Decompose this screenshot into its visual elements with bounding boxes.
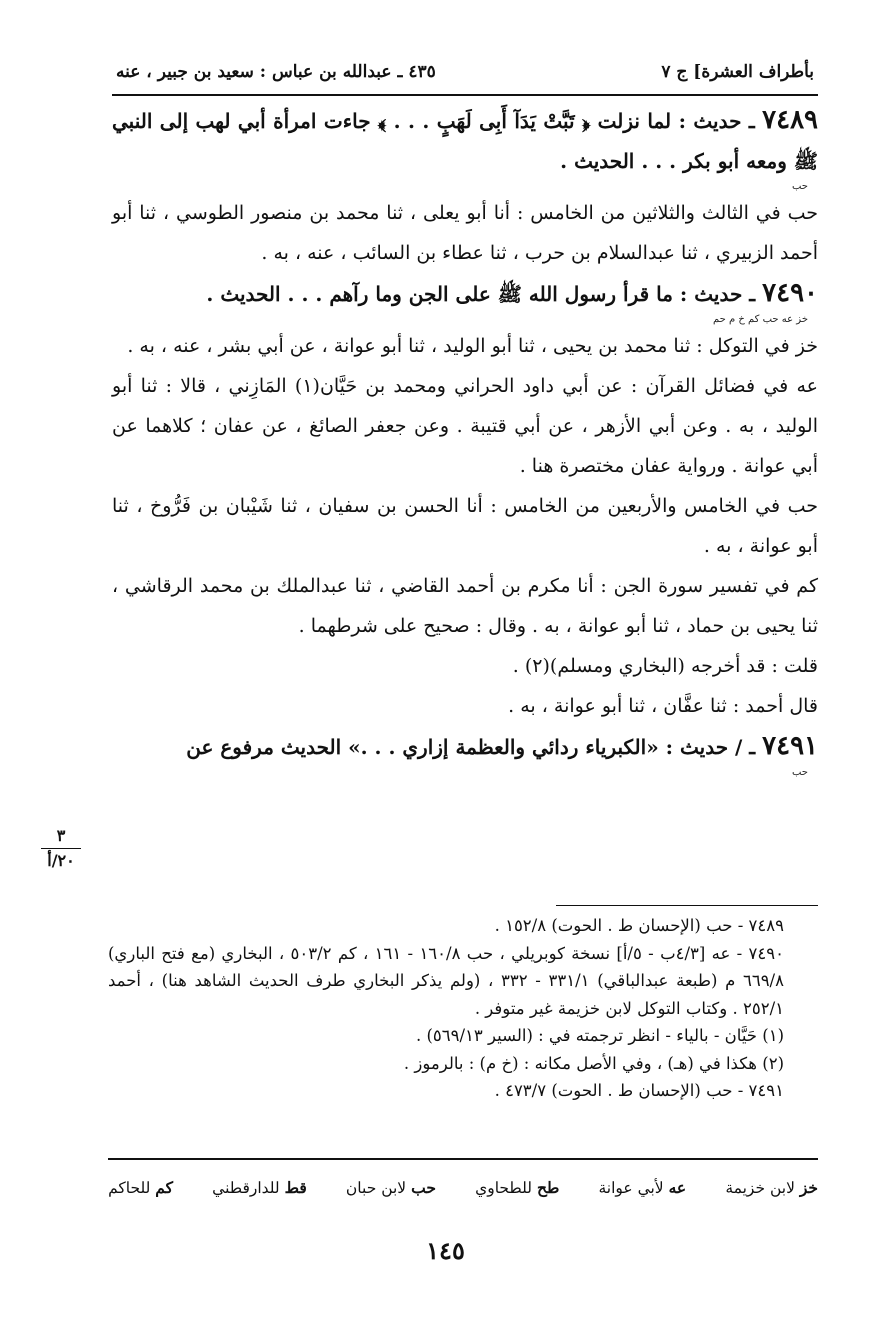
- paragraph: حب في الثالث والثلاثين من الخامس : أنا أبو يعلى ، ثنا محمد بن منصور الطوسي ، ثنا أبو أحمد الزبيري ، ثنا عبدالسلام بن حرب ، ثنا عطاء بن السائب ، عنه ، به .: [112, 202, 818, 264]
- entry-number: ٧٤٨٩: [762, 105, 818, 135]
- margin-note: [36, 826, 86, 871]
- footnote: ٧٤٩١ - حب (الإحسان ط . الحوت) ٤٧٣/٧ .: [494, 1081, 784, 1100]
- margin-divider: [41, 848, 81, 849]
- siglum-item: كم للحاكم: [108, 1178, 173, 1197]
- siglum-item: قط للدارقطني: [212, 1178, 307, 1197]
- footnote: ٧٤٨٩ - حب (الإحسان ط . الحوت) ١٥٢/٨ .: [494, 916, 784, 935]
- footnote: (١) حَيَّان - بالياء - انظر ترجمته في : (السير ٥٦٩/١٣) .: [415, 1026, 784, 1045]
- footnote: ٧٤٩٠ - عه [٤/٣ب - ٥/أ] نسخة كوبريلي ، حب ١٦٠/٨ - ١٦١ ، كم ٥٠٣/٢ ، البخاري (مع فتح الباري) ٦٦٩/٨ م (طبعة عبدالباقي) ٣٣١/١ - ٣٣٢ ، (ولم يذكر البخاري طرف الحديث الشاهد هنا) ، أحمد ٢٥٢/١ . وكتاب التوكل لابن خزيمة غير متوفر .: [108, 943, 784, 1018]
- entry-7491: [112, 726, 818, 767]
- siglum-item: خز لابن خزيمة: [725, 1178, 818, 1197]
- entry-text: ـ / حديث : «الكبرياء ردائي والعظمة إزاري . . .» الحديث مرفوع عن: [186, 735, 756, 759]
- footnote: (٢) هكذا في (هـ) ، وفي الأصل مكانه : (خ م) : بالرموز .: [403, 1053, 784, 1073]
- entry-text: ـ حديث : لما نزلت ﴿ تَبَّتْ يَدَآ أَبِى لَهَبٍ . . . ﴾ جاءت امرأة أبي لهب إلى النبي ﷺ ومعه أبو بكر . . . الحديث .: [112, 109, 818, 173]
- sigla-separator: [108, 1158, 818, 1160]
- paragraph: خز في التوكل : ثنا محمد بن يحيى ، ثنا أبو الوليد ، ثنا أبو عوانة ، عن أبي بشر ، عنه ، به .: [127, 335, 818, 357]
- header-left: ٤٣٥ ـ عبدالله بن عباس : سعيد بن جبير ، عنه: [116, 62, 436, 82]
- footnote-separator: [556, 905, 818, 906]
- siglum-item: طح للطحاوي: [475, 1178, 560, 1197]
- paragraph: قال أحمد : ثنا عفَّان ، ثنا أبو عوانة ، به .: [508, 695, 818, 717]
- entry-marks: حب: [791, 767, 808, 778]
- margin-note-bottom: ٢٠/أ: [47, 851, 75, 870]
- siglum-item: عه لأبي عوانة: [598, 1178, 687, 1197]
- header-right: بأطراف العشرة] ج ٧: [661, 62, 814, 82]
- sigla-legend: [108, 1178, 818, 1197]
- siglum-item: حب لابن حبان: [345, 1178, 436, 1197]
- entry-number: ٧٤٩٠: [762, 278, 818, 308]
- paragraph: عه في فضائل القرآن : عن أبي داود الحراني ومحمد بن حَيَّان(١) المَازِني ، قالا : ثنا أبو الوليد ، به . وعن أبي الأزهر ، عن أبي قتيبة . وعن جعفر الصائغ ، عن عفان ؛ كلاهما عن أبي عوانة . ورواية عفان مختصرة هنا .: [112, 375, 818, 477]
- entry-number: ٧٤٩١: [762, 731, 818, 761]
- page-number: ١٤٥: [426, 1236, 465, 1265]
- paragraph: قلت : قد أخرجه (البخاري ومسلم)(٢) .: [512, 655, 818, 677]
- entry-7489: [112, 100, 818, 181]
- page: [112, 62, 818, 779]
- entry-marks: حب: [791, 181, 808, 192]
- entry-marks: خز عه حب كم خ م حم: [713, 314, 808, 325]
- paragraph: كم في تفسير سورة الجن : أنا مكرم بن أحمد القاضي ، ثنا عبدالملك بن محمد الرقاشي ، ثنا يحيى بن حماد ، ثنا أبو عوانة ، به . وقال : صحيح على شرطهما .: [112, 575, 818, 637]
- entry-text: ـ حديث : ما قرأ رسول الله ﷺ على الجن وما رآهم . . . الحديث .: [206, 282, 756, 306]
- paragraph: حب في الخامس والأربعين من الخامس : أنا الحسن بن سفيان ، ثنا شَيْبان بن فَرُّوخ ، ثنا أبو عوانة ، به .: [112, 495, 818, 557]
- margin-note-top: ٣: [56, 826, 66, 845]
- running-header: [112, 62, 818, 96]
- entry-7490: [112, 273, 818, 314]
- footnotes: [108, 912, 818, 1105]
